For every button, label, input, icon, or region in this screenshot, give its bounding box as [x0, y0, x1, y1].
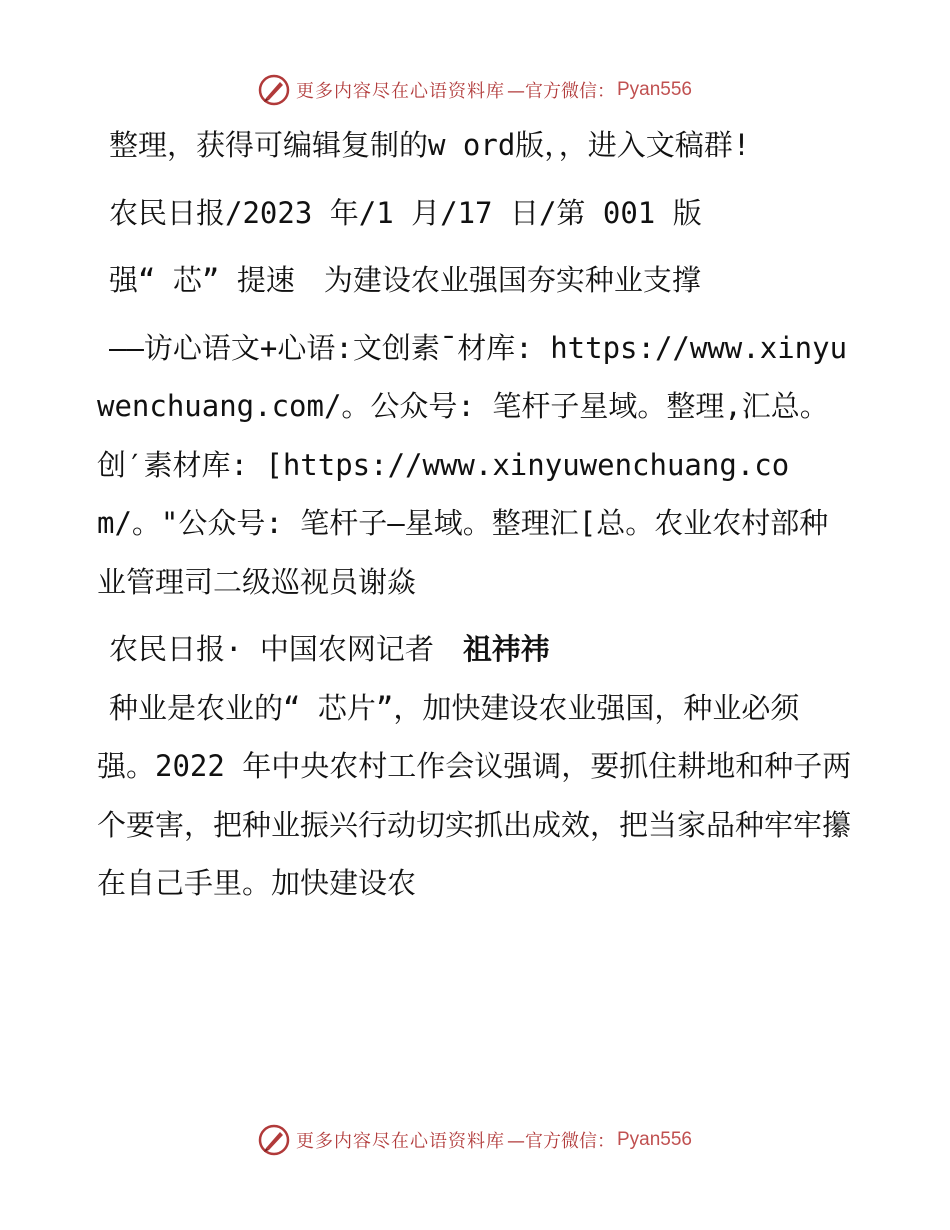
footer-watermark: [0, 1120, 950, 1160]
quill-pen-icon: [258, 1124, 290, 1156]
header-watermark: [0, 70, 950, 110]
headline: 强“ 芯” 提速 为建设农业强国夯实种业支撑: [109, 263, 701, 297]
banner-brand: 更多内容尽在心语资料库: [295, 81, 505, 102]
banner-contact-label: —官方微信：: [506, 1131, 615, 1152]
banner-brand: 更多内容尽在心语资料库: [295, 1131, 505, 1152]
reporter-name: 祖祎祎: [462, 632, 550, 666]
document-body: [97, 116, 857, 913]
banner-contact-label: —官方微信：: [506, 81, 615, 102]
subheadline: ——访心语文+心语:文创素¯材库: https://www.xinyuwenchuang.com/。公众号: 笔杆子星域。整理,汇总。创′素材库: [https://www.xinyuwenchuang.com/。"公众号: 笔杆子—星域。整理汇[总。农业农村部种业管理司二级巡视员谢焱: [97, 330, 848, 599]
byline-prefix: 农民日报· 中国农网记者: [109, 632, 463, 666]
body-paragraph: 种业是农业的“ 芯片”，加快建设农业强国，种业必须强。2022 年中央农村工作会议强调，要抓住耕地和种子两个要害，把种业振兴行动切实抓出成效，把当家品种牢牢攥在自己手里。加快建设农: [97, 690, 852, 900]
dateline: 农民日报/2023 年/1 月/17 日/第 001 版: [109, 195, 702, 230]
banner-wechat-id: Pyan556: [616, 1129, 692, 1150]
quill-pen-icon: [258, 74, 290, 106]
byline: [97, 620, 857, 679]
banner-wechat-id: Pyan556: [616, 79, 692, 100]
intro-paragraph: 整理，获得可编辑复制的w ord版，，进入文稿群!: [109, 128, 751, 162]
